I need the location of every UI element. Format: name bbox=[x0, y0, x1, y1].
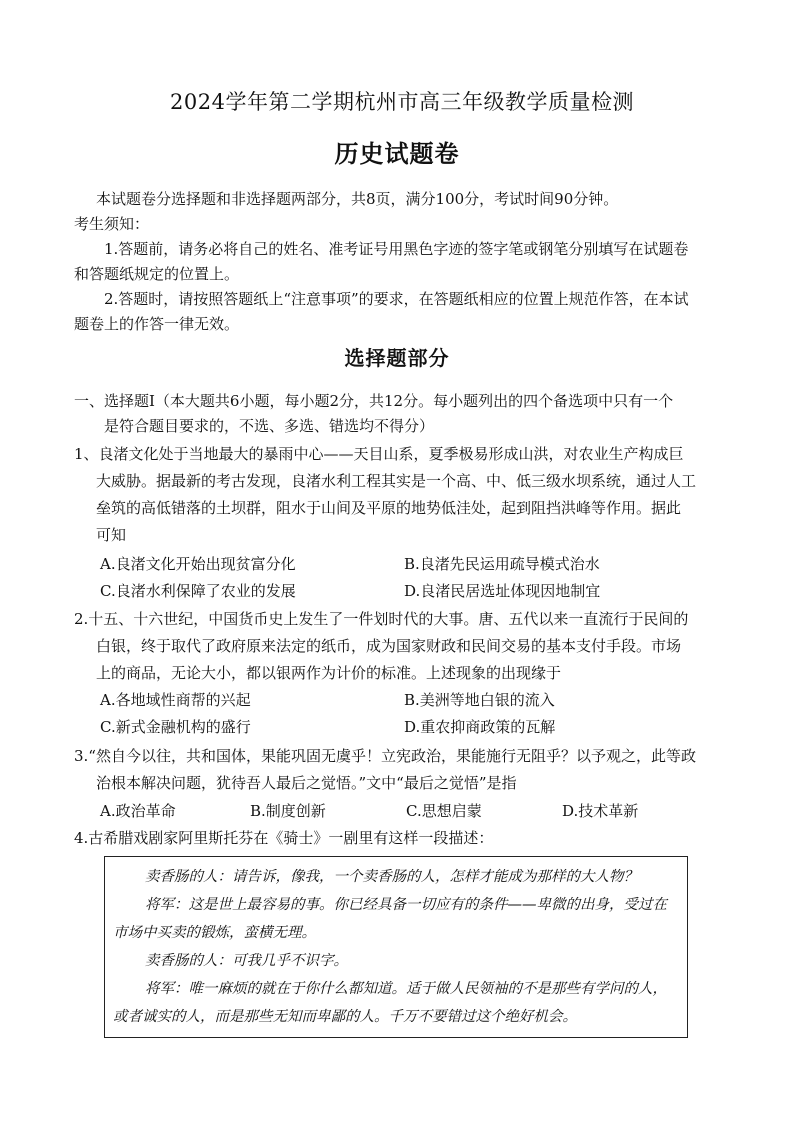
quote-line1: 卖香肠的人：请告诉，像我，一个卖香肠的人，怎样才能成为那样的大人物？ bbox=[145, 869, 638, 885]
q4-line1: 4.古希腊戏剧家阿里斯托芬在《骑士》一剧里有这样一段描述： bbox=[74, 829, 494, 847]
q1-line4: 可知 bbox=[96, 526, 127, 544]
q2-line2: 白银，终于取代了政府原来法定的纸币，成为国家财政和民间交易的基本支付手段。市场 bbox=[96, 637, 682, 655]
q2-line1: 2.十五、十六世纪，中国货币史上发生了一件划时代的大事。唐、五代以来一直流行于民间的 bbox=[74, 610, 689, 628]
quote-line3: 市场中买卖的锻炼，蛮横无理。 bbox=[113, 925, 316, 941]
q1-option-a[interactable]: A.良渚文化开始出现贫富分化 bbox=[100, 555, 296, 573]
notice-1-line2: 和答题纸规定的位置上。 bbox=[74, 265, 240, 283]
exam-summary: 本试题卷分选择题和非选择题两部分，共8页，满分100分，考试时间90分钟。 bbox=[96, 190, 619, 208]
exam-title: 2024学年第二学期杭州市高三年级教学质量检测 bbox=[170, 90, 634, 114]
q1-line2: 大威胁。据最新的考古发现，良渚水利工程其实是一个高、中、低三级水坝系统，通过人工 bbox=[96, 472, 697, 490]
q2-option-c[interactable]: C.新式金融机构的盛行 bbox=[100, 718, 251, 736]
q1-line1: 1、良渚文化处于当地最大的暴雨中心——天目山系，夏季极易形成山洪，对农业生产构成巨 bbox=[74, 445, 684, 463]
quote-box bbox=[104, 856, 688, 1038]
section-instruction-line2: 是符合题目要求的，不选、多选、错选均不得分） bbox=[104, 417, 435, 435]
q2-option-a[interactable]: A.各地域性商帮的兴起 bbox=[100, 691, 251, 709]
q3-line1: 3.“然自今以往，共和国体，果能巩固无虞乎！立宪政治，果能施行无阻乎？以予观之，此等政 bbox=[74, 747, 696, 765]
section-title: 选择题部分 bbox=[344, 346, 450, 370]
q3-option-d[interactable]: D.技术革新 bbox=[562, 802, 639, 820]
section-instruction-line1: 一、选择题Ⅰ（本大题共6小题，每小题2分，共12分。每小题列出的四个备选项中只有一个 bbox=[74, 392, 674, 410]
q3-option-c[interactable]: C.思想启蒙 bbox=[406, 802, 482, 820]
q2-line3: 上的商品，无论大小，都以银两作为计价的标准。上述现象的出现缘于 bbox=[96, 664, 562, 682]
notice-2-line2: 题卷上的作答一律无效。 bbox=[74, 315, 240, 333]
notice-heading: 考生须知： bbox=[74, 215, 150, 233]
quote-line5: 将军：唯一麻烦的就在于你什么都知道。适于做人民领袖的不是那些有学问的人， bbox=[145, 981, 667, 997]
q3-option-b[interactable]: B.制度创新 bbox=[250, 802, 326, 820]
q1-option-c[interactable]: C.良渚水利保障了农业的发展 bbox=[100, 582, 296, 600]
q2-option-b[interactable]: B.美洲等地白银的流入 bbox=[404, 691, 555, 709]
q2-option-d[interactable]: D.重农抑商政策的瓦解 bbox=[404, 718, 556, 736]
q1-option-b[interactable]: B.良渚先民运用疏导模式治水 bbox=[404, 555, 600, 573]
q1-option-d[interactable]: D.良渚民居选址体现因地制宜 bbox=[404, 582, 601, 600]
quote-line4: 卖香肠的人：可我几乎不识字。 bbox=[145, 953, 348, 969]
q3-option-a[interactable]: A.政治革命 bbox=[100, 802, 176, 820]
paper-title: 历史试题卷 bbox=[334, 140, 460, 168]
q3-line2: 治根本解决问题，犹待吾人最后之觉悟。”文中“最后之觉悟”是指 bbox=[96, 774, 517, 792]
notice-1-line1: 1.答题前，请务必将自己的姓名、准考证号用黑色字迹的签字笔或钢笔分别填写在试题卷 bbox=[104, 240, 689, 258]
q1-line3: 垒筑的高低错落的土坝群，阻水于山间及平原的地势低洼处，起到阻挡洪峰等作用。据此 bbox=[96, 499, 682, 517]
notice-2-line1: 2.答题时，请按照答题纸上“注意事项”的要求，在答题纸相应的位置上规范作答，在本试 bbox=[104, 290, 689, 308]
quote-line2: 将军：这是世上最容易的事。你已经具备一切应有的条件——卑微的出身，受过在 bbox=[145, 897, 667, 913]
quote-line6: 或者诚实的人，而是那些无知而卑鄙的人。千万不要错过这个绝好机会。 bbox=[113, 1009, 577, 1025]
